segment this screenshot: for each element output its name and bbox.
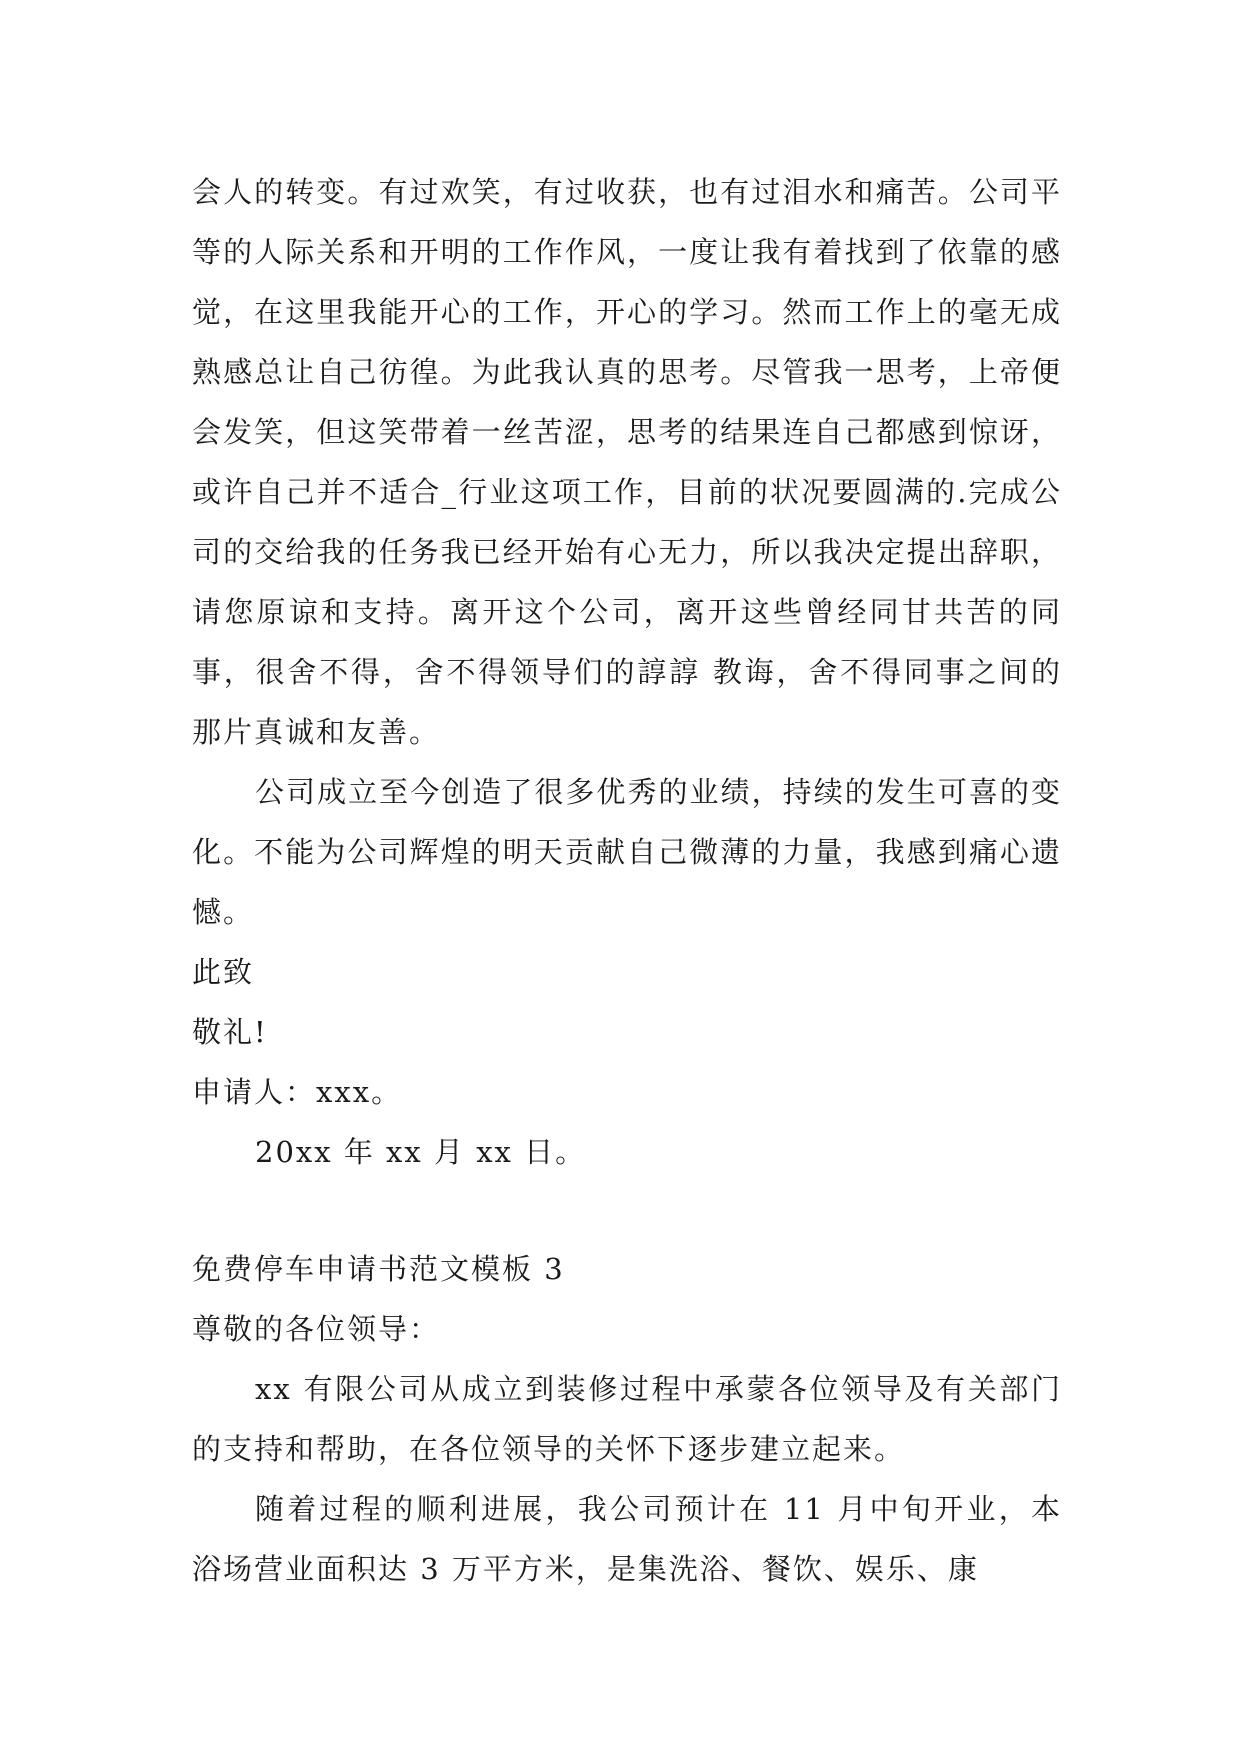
paragraph-resignation-reason: 会人的转变。有过欢笑，有过收获，也有过泪水和痛苦。公司平等的人际关系和开明的工作作风，一度让我有着找到了依靠的感觉，在这里我能开心的工作，开心的学习。然而工作上的毫无成熟感总让自己彷徨。为此我认真的思考。尽管我一思考，上帝便会发笑，但这笑带着一丝苦涩，思考的结果连自己都感到惊讶，或许自己并不适合_行业这项工作，目前的状况要圆满的.完成公司的交给我的任务我已经开始有心无力，所以我决定提出辞职，请您原谅和支持。离开这个公司，离开这些曾经同甘共苦的同事，很舍不得，舍不得领导们的諄諄 教诲，舍不得同事之间的那片真诚和友善。 xyxy=(192,175,1062,749)
applicant-signature: 申请人：xxx。 xyxy=(192,1075,403,1109)
section-spacer xyxy=(192,1182,1062,1239)
letter-salutation: 尊敬的各位领导： xyxy=(192,1312,441,1346)
application-date: 20xx 年 xx 月 xx 日。 xyxy=(255,1135,587,1169)
closing-salutation: 此致 xyxy=(192,955,255,989)
paragraph-opening-plan: 随着过程的顺利进展，我公司预计在 11 月中旬开业，本浴场营业面积达 3 万平方米，是集洗浴、餐饮、娱乐、康 xyxy=(192,1492,1062,1586)
closing-regards: 敬礼! xyxy=(192,1015,268,1049)
document-body xyxy=(192,162,1062,1599)
section-title: 免费停车申请书范文模板 3 xyxy=(192,1252,565,1286)
paragraph-company-intro: xx 有限公司从成立到装修过程中承蒙各位领导及有关部门的支持和帮助，在各位领导的关怀下逐步建立起来。 xyxy=(192,1372,1062,1466)
paragraph-company-achievements: 公司成立至今创造了很多优秀的业绩，持续的发生可喜的变化。不能为公司辉煌的明天贡献自己微薄的力量，我感到痛心遗憾。 xyxy=(192,775,1062,929)
